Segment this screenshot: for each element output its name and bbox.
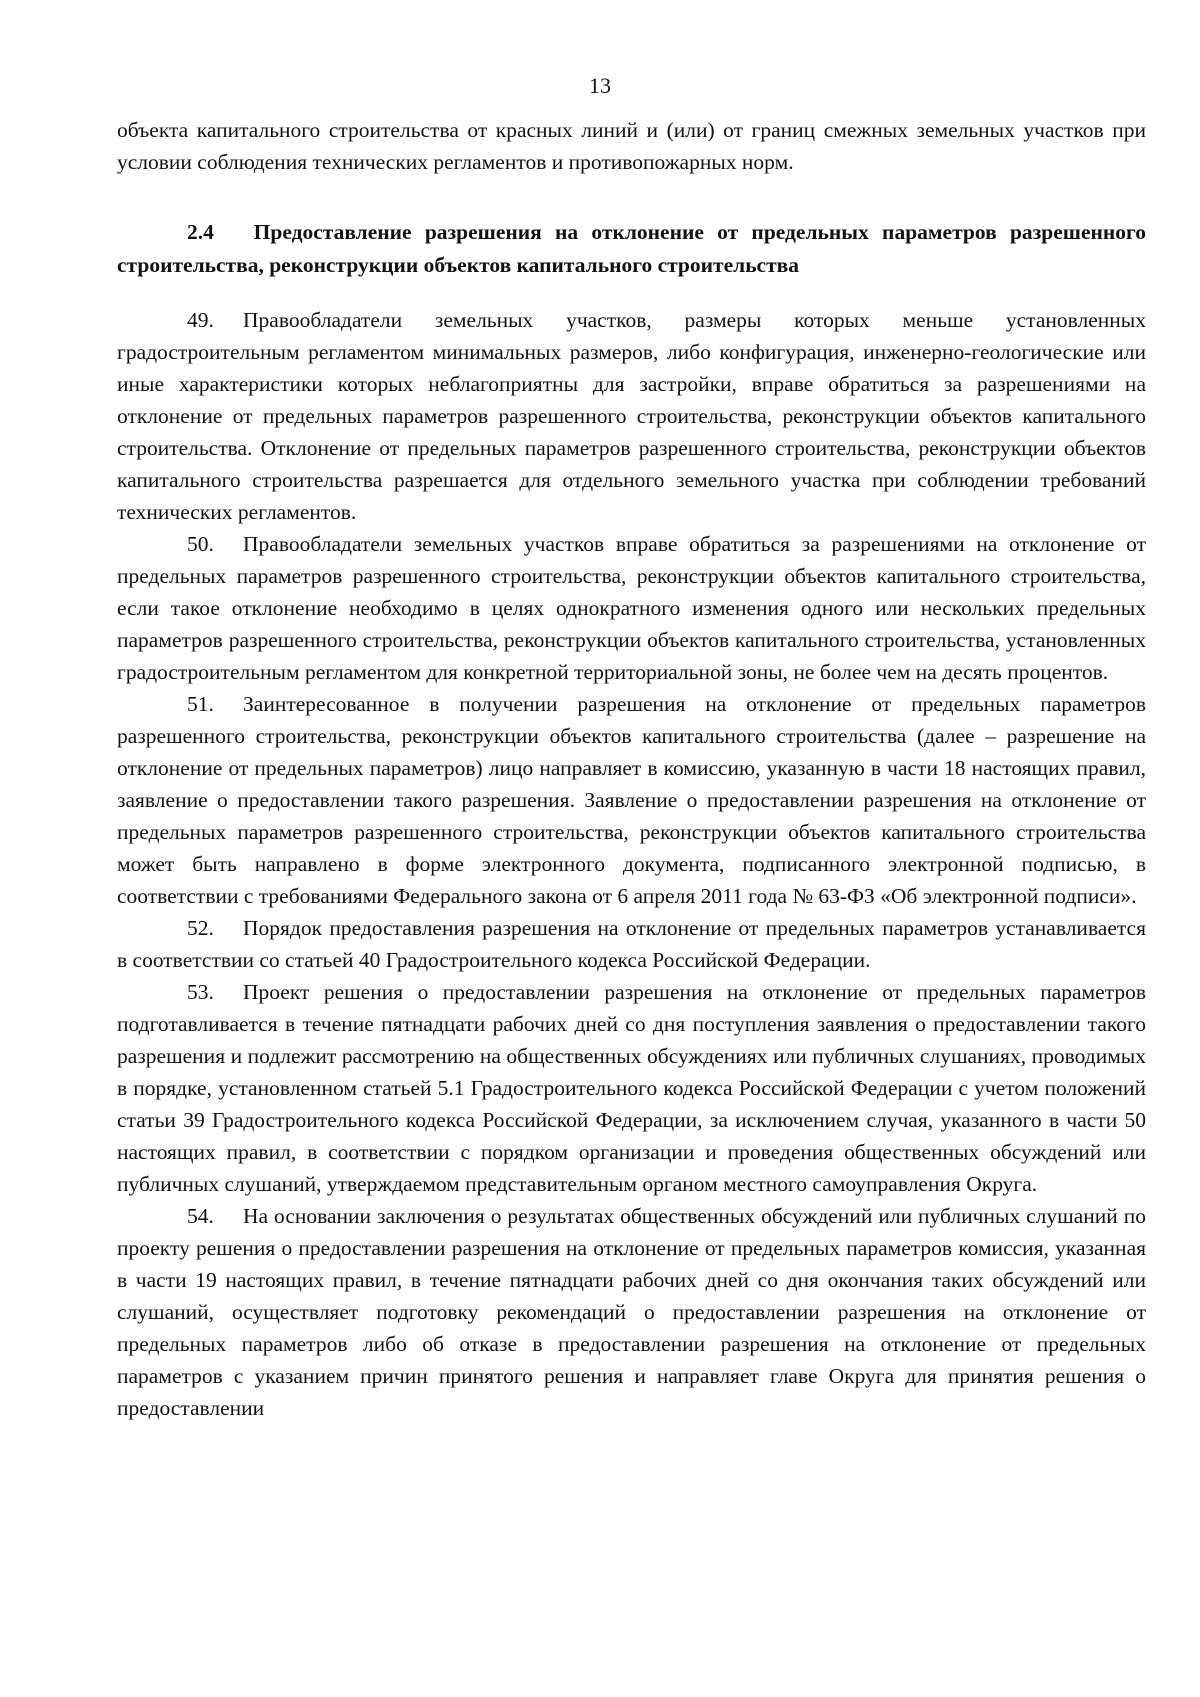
paragraph-51 xyxy=(117,688,1146,912)
paragraph-text: Правообладатели земельных участков, размеры которых меньше установленных градостроительным регламентом минимальных размеров, либо конфигурация, инженерно-геологические или иные характеристики которых неблагоприятны для застройки, вправе обратиться за разрешениями на отклонение от предельных параметров разрешенного строительства, реконструкции объектов капитального строительства. Отклонение от предельных параметров разрешенного строительства, реконструкции объектов капитального строительства разрешается для отдельного земельного участка при соблюдении требований технических регламентов. xyxy=(117,308,1146,524)
section-title: Предоставление разрешения на отклонение от предельных параметров разрешенного строительства, реконструкции объектов капитального строительства xyxy=(117,220,1146,277)
continued-paragraph: объекта капитального строительства от красных линий и (или) от границ смежных земельных участков при условии соблюдения технических регламентов и противопожарных норм. xyxy=(117,118,1146,174)
section-heading xyxy=(117,216,1146,282)
paragraph-number: 50. xyxy=(187,532,214,556)
paragraph-text: На основании заключения о результатах общественных обсуждений или публичных слушаний по проекту решения о предоставлении разрешения на отклонение от предельных параметров комиссия, указанная в части 19 настоящих правил, в течение пятнадцати рабочих дней со дня окончания таких обсуждений или слушаний, осуществляет подготовку рекомендаций о предоставлении разрешения на отклонение от предельных параметров либо об отказе в предоставлении разрешения на отклонение от предельных параметров с указанием причин принятого решения и направляет главе Округа для принятия решения о предоставлении xyxy=(117,1204,1146,1420)
paragraph-number: 53. xyxy=(187,980,214,1004)
paragraph-number: 49. xyxy=(187,308,214,332)
page-number: 13 xyxy=(589,73,611,98)
paragraph-text: Заинтересованное в получении разрешения на отклонение от предельных параметров разрешенного строительства, реконструкции объектов капитального строительства (далее – разрешение на отклонение от предельных параметров) лицо направляет в комиссию, указанную в части 18 настоящих правил, заявление о предоставлении такого разрешения. Заявление о предоставлении разрешения на отклонение от предельных параметров разрешенного строительства, реконструкции объектов капитального строительства может быть направлено в форме электронного документа, подписанного электронной подписью, в соответствии с требованиями Федерального закона от 6 апреля 2011 года № 63-ФЗ «Об электронной подписи». xyxy=(117,692,1146,908)
paragraph-49 xyxy=(117,304,1146,528)
paragraph-text: Правообладатели земельных участков вправе обратиться за разрешениями на отклонение от предельных параметров разрешенного строительства, реконструкции объектов капитального строительства, если такое отклонение необходимо в целях однократного изменения одного или нескольких предельных параметров разрешенного строительства, реконструкции объектов капитального строительства, установленных градостроительным регламентом для конкретной территориальной зоны, не более чем на десять процентов. xyxy=(117,532,1146,684)
paragraph-text: Проект решения о предоставлении разрешения на отклонение от предельных параметров подготавливается в течение пятнадцати рабочих дней со дня поступления заявления о предоставлении такого разрешения и подлежит рассмотрению на общественных обсуждениях или публичных слушаниях, проводимых в порядке, установленном статьей 5.1 Градостроительного кодекса Российской Федерации с учетом положений статьи 39 Градостроительного кодекса Российской Федерации, за исключением случая, указанного в части 50 настоящих правил, в соответствии с порядком организации и проведения общественных обсуждений или публичных слушаний, утверждаемом представительным органом местного самоуправления Округа. xyxy=(117,980,1146,1196)
paragraph-text: Порядок предоставления разрешения на отклонение от предельных параметров устанавливается в соответствии со статьей 40 Градостроительного кодекса Российской Федерации. xyxy=(117,916,1146,972)
paragraph-50 xyxy=(117,528,1146,688)
paragraph-52 xyxy=(117,912,1146,976)
paragraph-number: 54. xyxy=(187,1204,214,1228)
paragraph-54 xyxy=(117,1200,1146,1424)
paragraph-number: 51. xyxy=(187,692,214,716)
section-number: 2.4 xyxy=(187,220,214,244)
paragraph-number: 52. xyxy=(187,916,214,940)
document-body xyxy=(117,114,1146,1424)
paragraph-53 xyxy=(117,976,1146,1200)
